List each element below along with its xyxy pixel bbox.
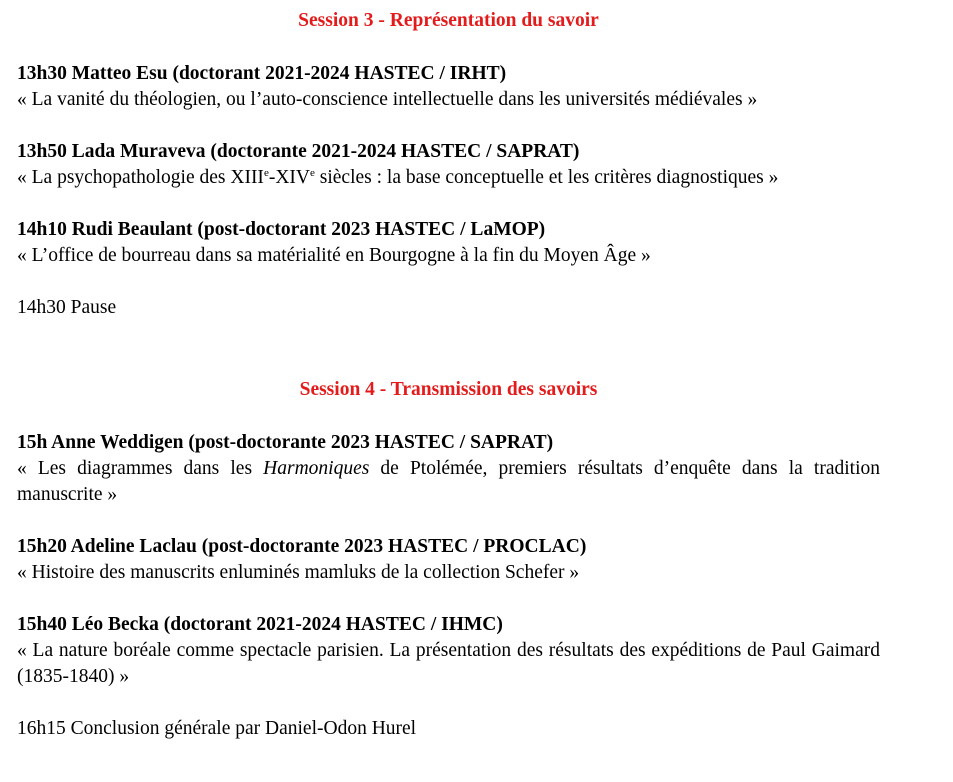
talk-heading: 13h30 Matteo Esu (doctorant 2021-2024 HASTEC / IRHT) [17, 63, 507, 84]
pause-item: 14h30 Pause [17, 297, 117, 318]
talk-title [17, 165, 880, 191]
superscript: e [309, 167, 315, 179]
talk-heading: 14h10 Rudi Beaulant (post-doctorant 2023 HASTEC / LaMOP) [17, 219, 546, 240]
talk-title [17, 456, 880, 508]
talk-heading: 15h Anne Weddigen (post-doctorante 2023 HASTEC / SAPRAT) [17, 432, 554, 453]
talk-heading: 15h20 Adeline Laclau (post-doctorante 2023 HASTEC / PROCLAC) [17, 536, 587, 557]
conclusion-item: 16h15 Conclusion générale par Daniel-Odon Hurel [17, 718, 417, 739]
session-3-title: Session 3 - Représentation du savoir [298, 10, 599, 31]
program-page [17, 8, 880, 742]
talk-laclau [17, 534, 880, 586]
talk-muraveva [17, 139, 880, 191]
talk-title: « L’office de bourreau dans sa matérialité en Bourgogne à la fin du Moyen Âge » [17, 245, 651, 266]
talk-heading: 13h50 Lada Muraveva (doctorante 2021-2024 HASTEC / SAPRAT) [17, 141, 580, 162]
talk-heading: 15h40 Léo Becka (doctorant 2021-2024 HASTEC / IHMC) [17, 614, 503, 635]
session-4-title: Session 4 - Transmission des savoirs [299, 379, 598, 400]
talk-title-part: de Ptolémée, premiers résultats d’enquête dans la tradition manuscrite » [17, 458, 880, 505]
talk-title: « Histoire des manuscrits enluminés mamluks de la collection Schefer » [17, 562, 580, 583]
talk-esu [17, 61, 880, 113]
work-title-italic: Harmoniques [263, 458, 370, 479]
talk-beaulant [17, 217, 880, 269]
talk-becka [17, 612, 880, 690]
talk-title-part: siècles : la base conceptuelle et les critères diagnostiques » [314, 167, 779, 188]
talk-title-part: « La psychopathologie des XIII [17, 167, 264, 188]
talk-title: « La vanité du théologien, ou l’auto-conscience intellectuelle dans les universités médiévales » [17, 89, 758, 110]
talk-title: « La nature boréale comme spectacle parisien. La présentation des résultats des expéditions de Paul Gaimard (1835-1840) » [17, 640, 880, 687]
talk-title-part: -XIV [268, 167, 310, 188]
talk-title-part: « Les diagrammes dans les [17, 458, 264, 479]
talk-weddigen [17, 430, 880, 508]
superscript: e [263, 167, 269, 179]
